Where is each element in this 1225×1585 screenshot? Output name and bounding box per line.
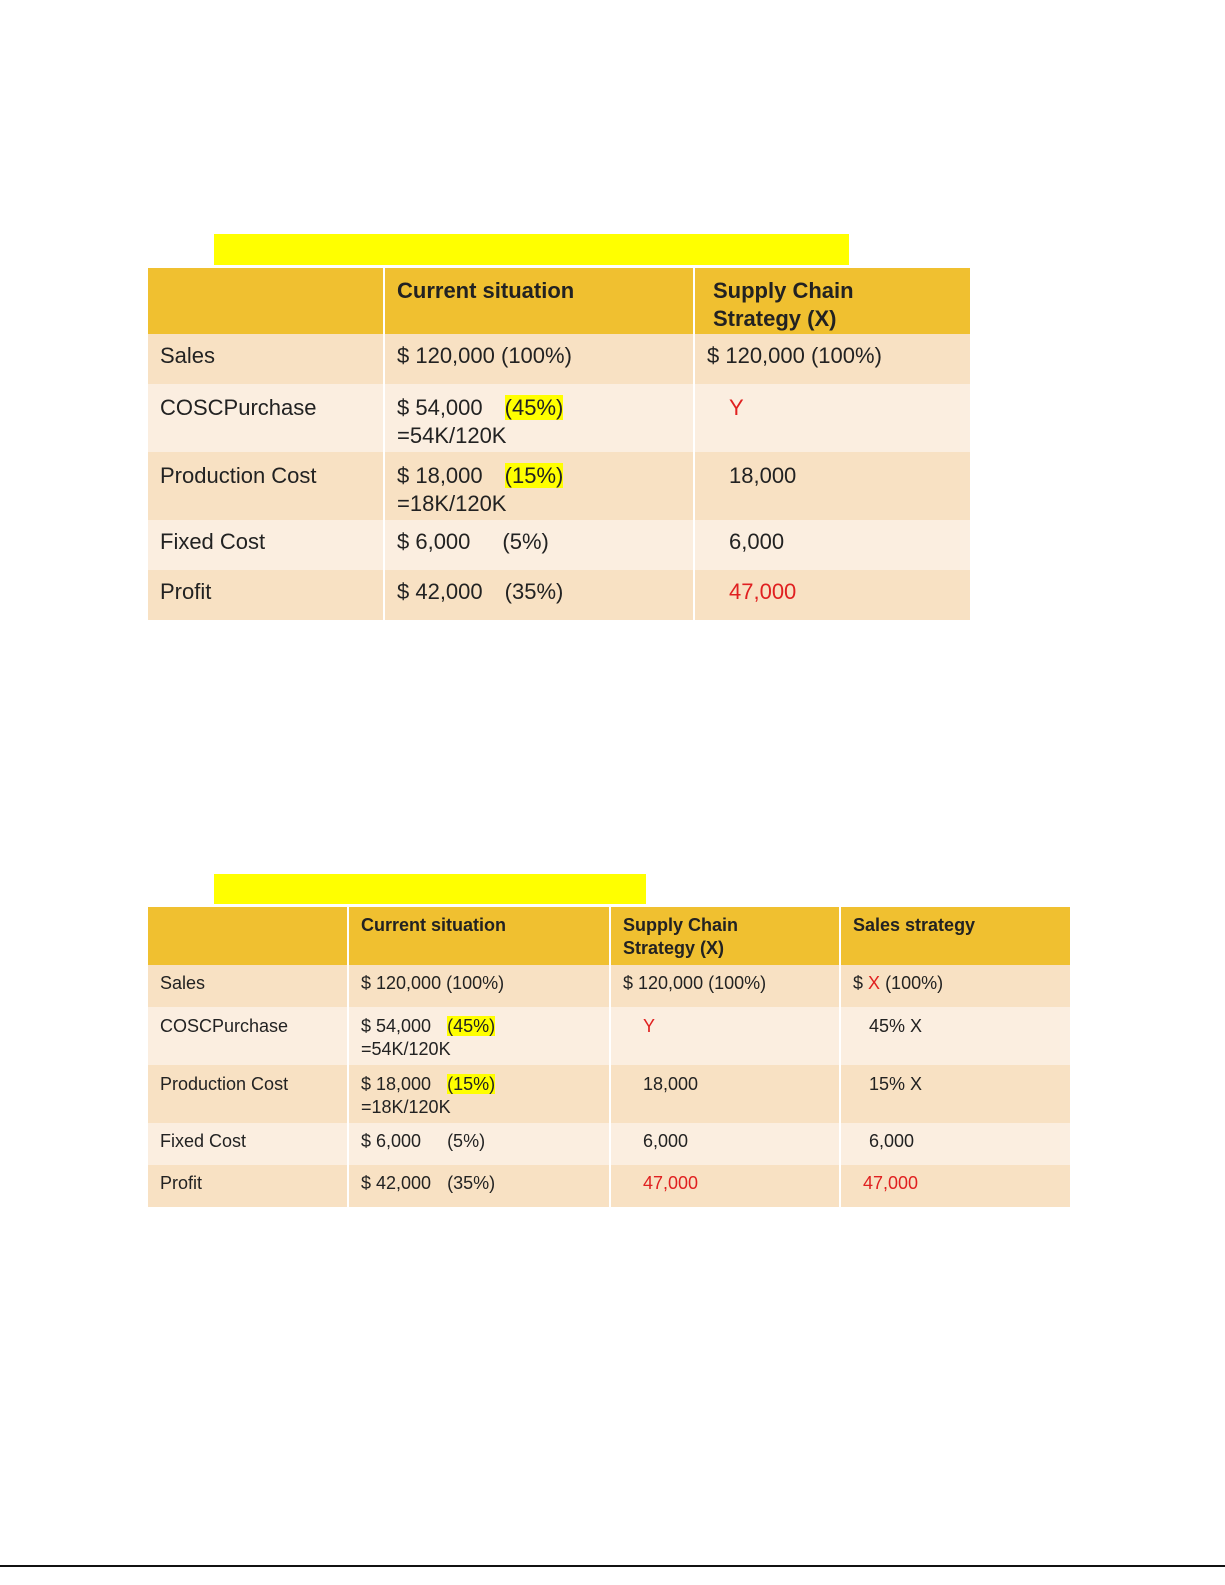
percent-highlight: (45%) <box>504 395 564 420</box>
current-cell: $ 6,000 (5%) <box>384 520 694 570</box>
current-cell: $ 42,000 (35%) <box>348 1165 610 1207</box>
row-label: Production Cost <box>148 452 384 520</box>
row-label: Sales <box>148 965 348 1007</box>
current-cell: $ 18,000 (15%) =18K/120K <box>384 452 694 520</box>
table-row <box>148 1065 1070 1123</box>
current-cell: $ 54,000 (45%) =54K/120K <box>384 384 694 452</box>
table-row <box>148 452 970 520</box>
row-label: Production Cost <box>148 1065 348 1123</box>
current-cell: $ 42,000 (35%) <box>384 570 694 620</box>
table-row <box>148 1007 1070 1065</box>
scs-cell: 18,000 <box>694 452 970 520</box>
table-row <box>148 520 970 570</box>
scs-cell: Y <box>694 384 970 452</box>
header-sales-strategy: Sales strategy <box>840 907 1070 965</box>
scs-cell: 47,000 <box>610 1165 840 1207</box>
row-label: Fixed Cost <box>148 520 384 570</box>
sales-cell: 47,000 <box>840 1165 1070 1207</box>
header-current-situation: Current situation <box>384 268 694 334</box>
scs-cell: 18,000 <box>610 1065 840 1123</box>
comparison-table-2 <box>148 907 1070 1207</box>
current-cell: $ 120,000 (100%) <box>348 965 610 1007</box>
highlight-bar-bottom <box>214 874 646 904</box>
table-header-row <box>148 907 1070 965</box>
sales-cell: 15% X <box>840 1065 1070 1123</box>
header-supply-chain-strategy: Supply Chain Strategy (X) <box>610 907 840 965</box>
percent-highlight: (15%) <box>504 463 564 488</box>
current-cell: $ 120,000 (100%) <box>384 334 694 384</box>
table-row <box>148 570 970 620</box>
row-label: Profit <box>148 570 384 620</box>
comparison-table-1 <box>148 268 970 620</box>
table-row <box>148 1165 1070 1207</box>
table-row <box>148 965 1070 1007</box>
row-label: Sales <box>148 334 384 384</box>
row-label: Profit <box>148 1165 348 1207</box>
row-label: COSCPurchase <box>148 1007 348 1065</box>
table-row <box>148 1123 1070 1165</box>
percent-highlight: (45%) <box>447 1016 496 1036</box>
page-bottom-rule <box>0 1565 1225 1567</box>
sales-cell: $ X (100%) <box>840 965 1070 1007</box>
row-label: COSCPurchase <box>148 384 384 452</box>
header-current-situation: Current situation <box>348 907 610 965</box>
table-header-row <box>148 268 970 334</box>
scs-cell: $ 120,000 (100%) <box>610 965 840 1007</box>
scs-cell: 6,000 <box>610 1123 840 1165</box>
current-cell: $ 6,000 (5%) <box>348 1123 610 1165</box>
scs-cell: 47,000 <box>694 570 970 620</box>
sales-cell: 6,000 <box>840 1123 1070 1165</box>
current-cell: $ 54,000 (45%) =54K/120K <box>348 1007 610 1065</box>
header-supply-chain-strategy: Supply Chain Strategy (X) <box>694 268 970 334</box>
scs-cell: 6,000 <box>694 520 970 570</box>
header-cell-empty <box>148 268 384 334</box>
scs-cell: $ 120,000 (100%) <box>694 334 970 384</box>
percent-highlight: (15%) <box>447 1074 496 1094</box>
row-label: Fixed Cost <box>148 1123 348 1165</box>
table-row <box>148 384 970 452</box>
scs-cell: Y <box>610 1007 840 1065</box>
highlight-bar-top <box>214 234 849 265</box>
current-cell: $ 18,000 (15%) =18K/120K <box>348 1065 610 1123</box>
table-row <box>148 334 970 384</box>
sales-cell: 45% X <box>840 1007 1070 1065</box>
header-cell-empty <box>148 907 348 965</box>
